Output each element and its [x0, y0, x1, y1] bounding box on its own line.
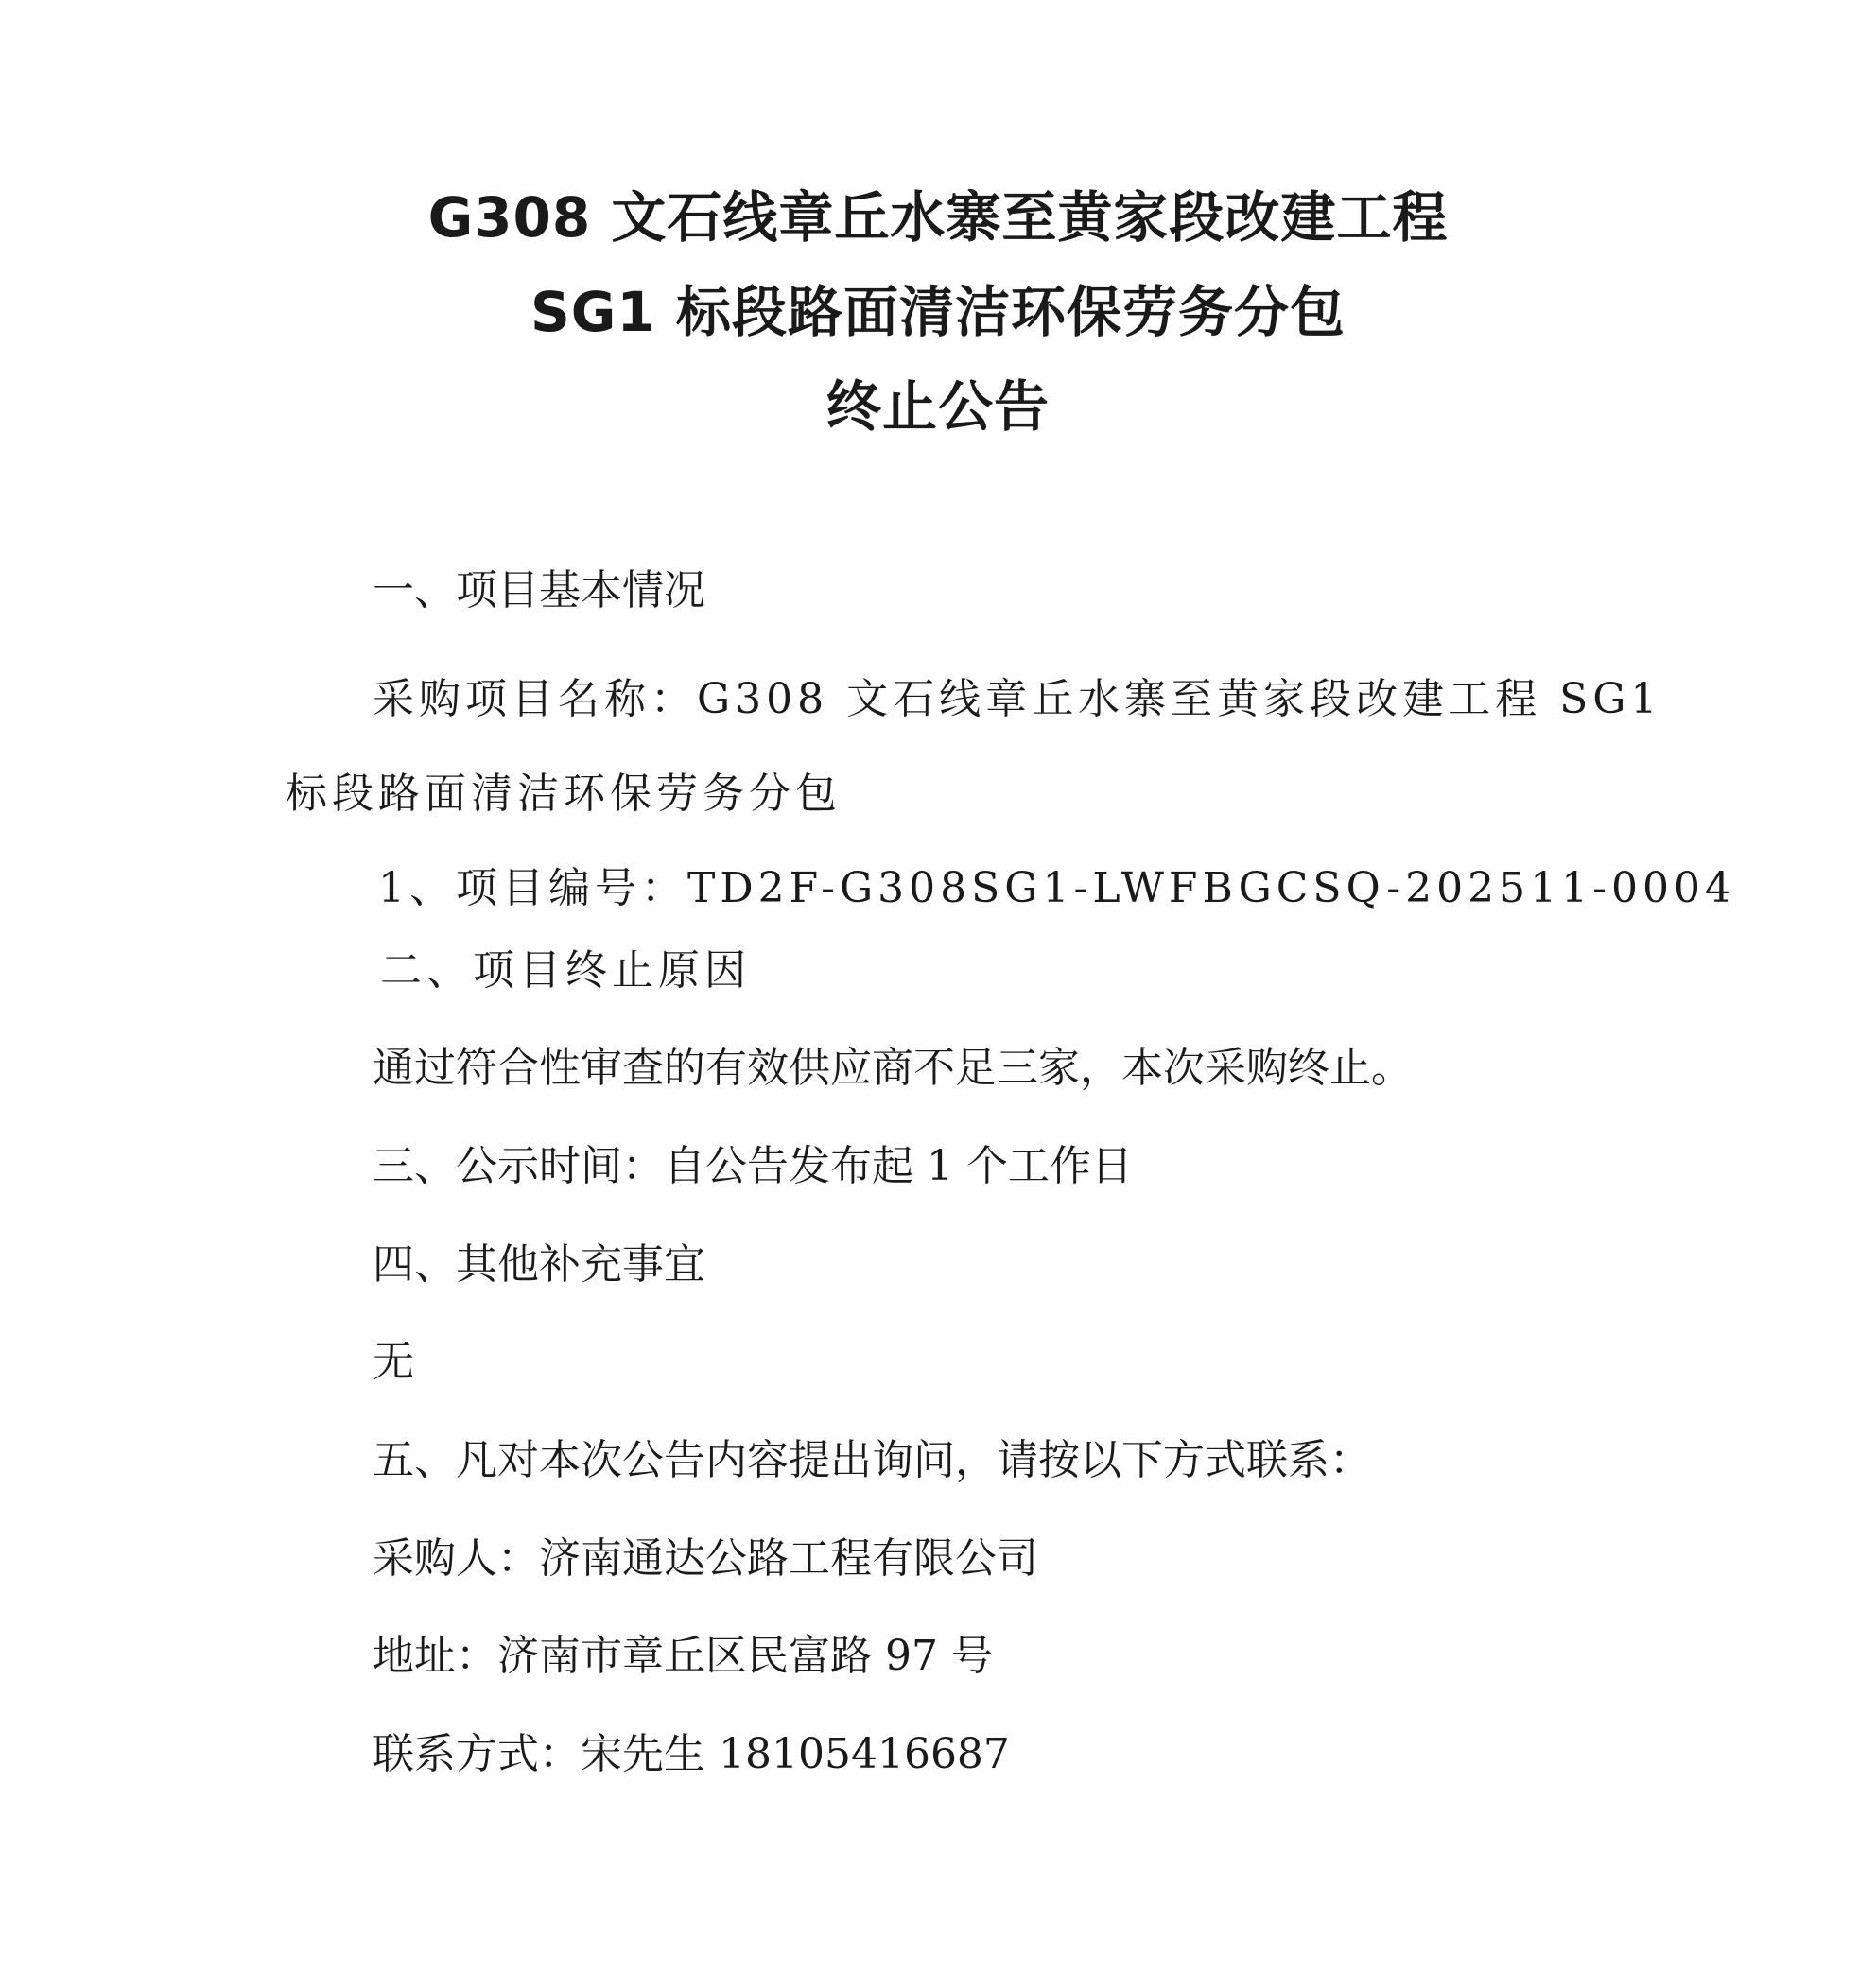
title-line-1: G308 文石线章丘水寨至黄家段改建工程	[427, 185, 1449, 250]
contact: 联系方式：宋先生 18105416687	[373, 1730, 1010, 1778]
termination-reason: 通过符合性审查的有效供应商不足三家，本次采购终止。	[373, 1044, 1413, 1092]
section-5-heading: 五、凡对本次公告内容提出询问，请按以下方式联系：	[373, 1436, 1371, 1484]
section-1-heading: 一、项目基本情况	[373, 566, 705, 615]
section-4-heading: 四、其他补充事宜	[373, 1240, 705, 1289]
title-line-3: 终止公告	[825, 374, 1050, 439]
address: 地址：济南市章丘区民富路 97 号	[373, 1632, 993, 1680]
project-number: 1、项目编号：TD2F-G308SG1-LWFBGCSQ-202511-0004	[378, 864, 1736, 912]
section-4-content: 无	[373, 1338, 414, 1386]
purchaser: 采购人：济南通达公路工程有限公司	[373, 1534, 1038, 1583]
project-name-line-1: 采购项目名称：G308 文石线章丘水寨至黄家段改建工程 SG1	[373, 675, 1662, 723]
section-2-heading: 二、项目终止原因	[380, 946, 751, 995]
section-3-heading: 三、公示时间：自公告发布起 1 个工作日	[373, 1142, 1133, 1190]
project-name-line-2: 标段路面清洁环保劳务分包	[286, 770, 842, 818]
title-line-2: SG1 标段路面清洁环保劳务分包	[530, 280, 1346, 344]
